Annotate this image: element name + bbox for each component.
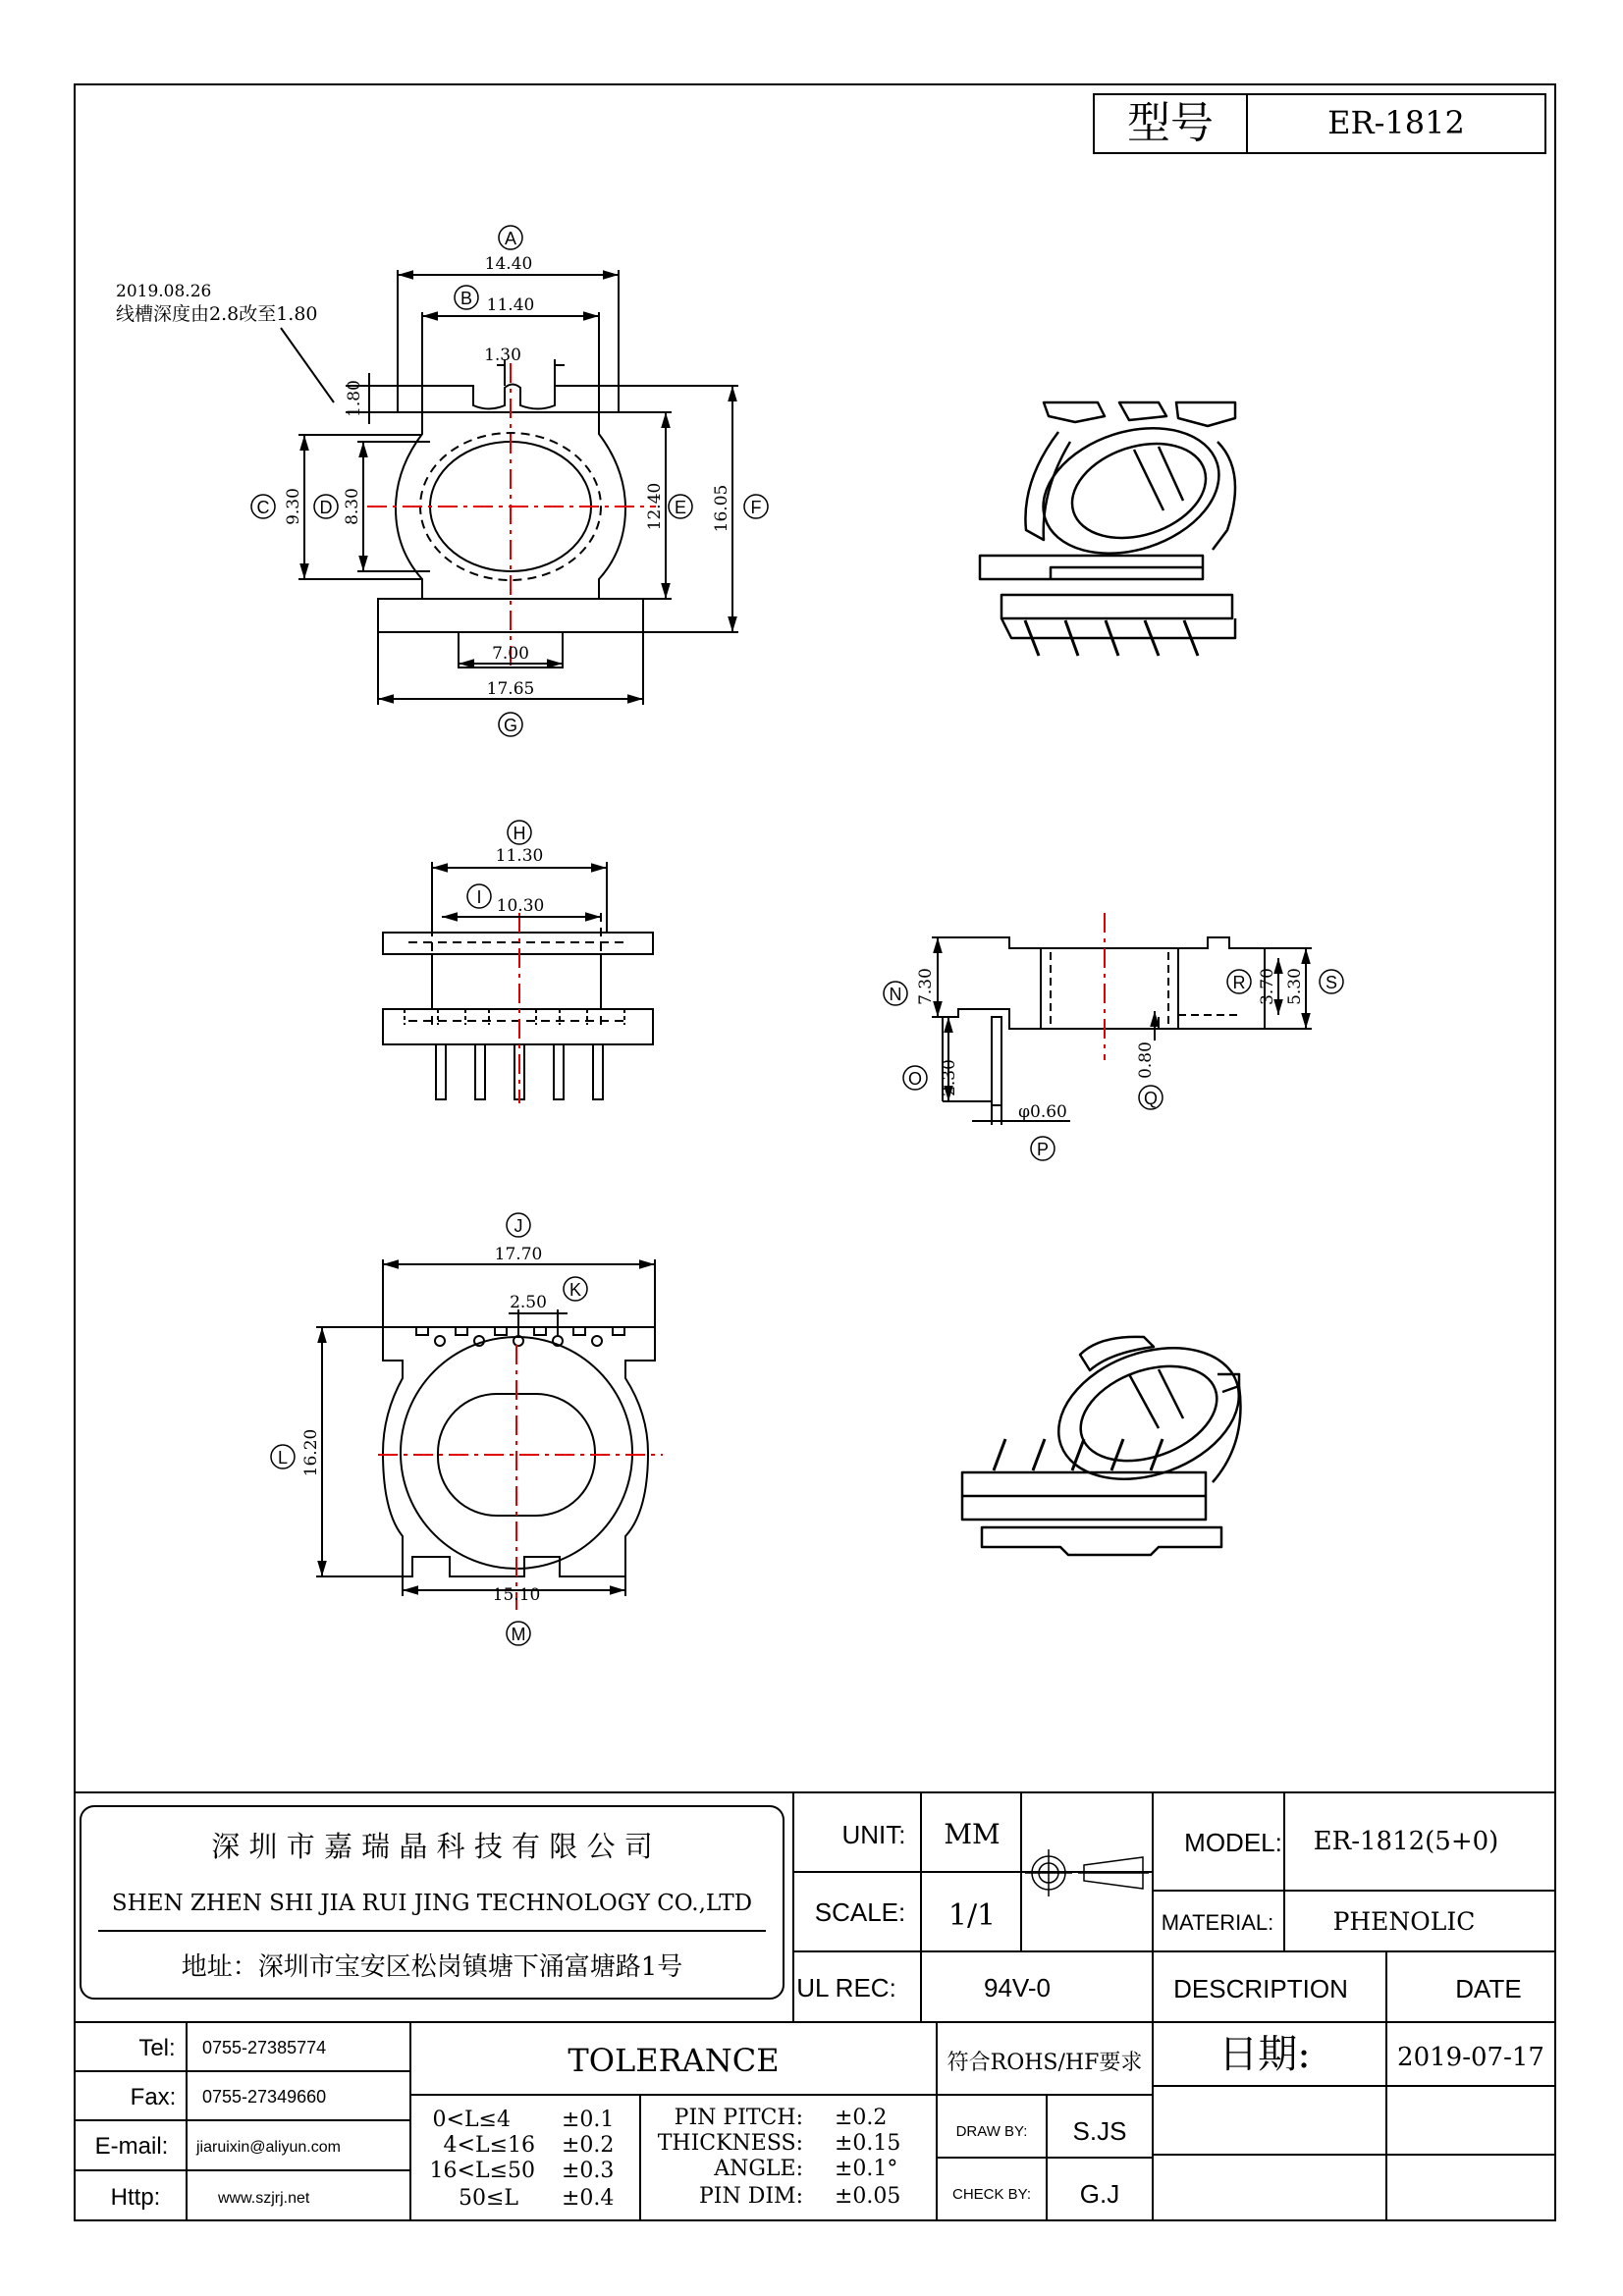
side-pin	[992, 1017, 1001, 1105]
dim-R-value: 3.70	[1258, 968, 1277, 1005]
title-block-text	[95, 1818, 1544, 2211]
callout-J: J	[514, 1216, 523, 1236]
contact-fax-value: 0755-27349660	[202, 2087, 327, 2107]
dim-F-value: 16.05	[712, 484, 731, 533]
date-cn-label: 日期:	[1218, 2032, 1311, 2077]
dim-P-value: φ0.60	[1018, 1102, 1067, 1122]
dim-I-value: 10.30	[496, 896, 545, 916]
unit-label: UNIT:	[841, 1820, 906, 1849]
spec-name-4: PIN DIM:	[698, 2184, 803, 2209]
check-by-value: G.J	[1079, 2179, 1120, 2209]
tol-value-1: ±0.1	[562, 2108, 615, 2132]
revision-leader	[281, 328, 334, 402]
bottom-flange-front	[383, 1009, 653, 1044]
dim-N-value: 7.30	[916, 968, 936, 1005]
callout-M: M	[511, 1625, 526, 1644]
scale-value: 1/1	[947, 1898, 997, 1933]
company-name-cn: 深 圳 市 嘉 瑞 晶 科 技 有 限 公 司	[211, 1830, 653, 1863]
contact-http-value: www.szjrj.net	[218, 2190, 310, 2207]
dim-E-value: 12.40	[645, 482, 665, 531]
check-by-label: CHECK BY:	[951, 2186, 1032, 2203]
callout-E: E	[674, 498, 687, 517]
callout-Q: Q	[1143, 1089, 1159, 1108]
model-header-label: 型号	[1127, 98, 1214, 148]
spec-value-3: ±0.1°	[835, 2157, 898, 2181]
contact-fax-label: Fax:	[130, 2084, 177, 2110]
callout-S: S	[1325, 973, 1338, 992]
spec-name-3: ANGLE:	[714, 2157, 803, 2181]
ul-value: 94V-0	[984, 1973, 1051, 2002]
dim-L-value: 16.20	[301, 1428, 321, 1477]
scale-label: SCALE:	[814, 1897, 906, 1927]
tol-value-2: ±0.2	[562, 2133, 615, 2158]
model-value: ER-1812(5+0)	[1313, 1827, 1499, 1856]
isometric-view-top	[980, 402, 1235, 656]
tol-range-2: 4<L≤16	[443, 2133, 535, 2158]
company-address: 地址：深圳市宝安区松岗镇塘下涌富塘路1号	[181, 1952, 683, 1982]
isometric-view-bottom	[962, 1324, 1257, 1555]
dim-C-value: 9.30	[284, 488, 303, 525]
callout-O: O	[907, 1069, 923, 1089]
callout-C: C	[256, 498, 270, 517]
side-view-labels	[884, 968, 1343, 1160]
callout-L: L	[277, 1448, 289, 1468]
model-label: MODEL:	[1184, 1828, 1282, 1857]
callout-A: A	[504, 229, 517, 248]
callout-R: R	[1232, 973, 1246, 992]
spec-value-2: ±0.15	[835, 2131, 901, 2156]
tolerance-title: TOLERANCE	[568, 2042, 780, 2079]
dim-O-value: 2.30	[940, 1059, 959, 1096]
contact-email-value: jiaruixin@aliyun.com	[196, 2139, 341, 2156]
contact-tel-label: Tel:	[138, 2035, 176, 2061]
tol-range-3: 16<L≤50	[429, 2159, 535, 2183]
dim-tab-value: 7.00	[492, 644, 529, 664]
model-header-value: ER-1812	[1327, 104, 1465, 141]
company-name-en: SHEN ZHEN SHI JIA RUI JING TECHNOLOGY CO.,LTD	[111, 1891, 753, 1916]
ul-label: UL REC:	[796, 1973, 896, 2002]
dim-D-value: 8.30	[343, 488, 362, 525]
coil-front	[432, 954, 601, 1009]
dim-Q-value: 0.80	[1136, 1041, 1156, 1079]
revision-date: 2019.08.26	[116, 282, 212, 301]
spec-value-4: ±0.05	[835, 2184, 901, 2209]
dim-G-value: 17.65	[486, 679, 535, 699]
contact-tel-value: 0755-27385774	[202, 2038, 327, 2057]
rohs-note: 符合ROHS/HF要求	[947, 2051, 1143, 2075]
spec-name-1: PIN PITCH:	[674, 2106, 803, 2130]
drawn-by-value: S.JS	[1072, 2116, 1127, 2146]
callout-N: N	[889, 985, 902, 1004]
callout-H: H	[513, 824, 526, 843]
revision-text: 线槽深度由2.8改至1.80	[116, 303, 318, 325]
dim-J-value: 17.70	[494, 1245, 543, 1264]
dim-K-value: 2.50	[510, 1293, 547, 1312]
unit-value: MM	[944, 1818, 1001, 1850]
contact-email-label: E-mail:	[94, 2133, 169, 2160]
dim-slot-value: 1.30	[484, 346, 521, 365]
model-header	[1094, 94, 1545, 153]
callout-G: G	[503, 716, 518, 735]
bottom-view	[316, 1259, 663, 1610]
description-label: DESCRIPTION	[1173, 1974, 1348, 2003]
spec-value-1: ±0.2	[835, 2106, 888, 2130]
callout-B: B	[460, 289, 473, 308]
drawn-by-label: DRAW BY:	[955, 2123, 1028, 2140]
dim-M-value: 15.10	[492, 1585, 541, 1605]
top-flange	[398, 385, 619, 413]
callout-F: F	[750, 498, 762, 517]
side-coil	[1041, 948, 1178, 1029]
tol-value-3: ±0.3	[562, 2159, 615, 2183]
dim-H-value: 11.30	[495, 846, 544, 866]
callout-P: P	[1036, 1140, 1050, 1159]
tol-range-4: 50≤L	[458, 2186, 518, 2211]
side-view	[932, 913, 1312, 1125]
spec-name-2: THICKNESS:	[657, 2131, 803, 2156]
date-label: DATE	[1455, 1974, 1522, 2003]
dim-slot-depth-value: 1.80	[345, 380, 364, 417]
contact-http-label: Http:	[110, 2184, 161, 2211]
material-value: PHENOLIC	[1332, 1907, 1476, 1936]
dim-S-value: 5.30	[1285, 968, 1305, 1005]
date-value: 2019-07-17	[1397, 2043, 1544, 2072]
bottom-outline	[383, 1327, 655, 1576]
bottom-view-labels	[271, 1213, 587, 1645]
side-left-flange	[938, 937, 1041, 1029]
dim-B-value: 11.40	[486, 295, 535, 315]
material-label: MATERIAL:	[1161, 1910, 1274, 1935]
callout-K: K	[568, 1280, 582, 1300]
tol-range-1: 0<L≤4	[432, 2108, 511, 2132]
tol-value-4: ±0.4	[562, 2186, 615, 2211]
callout-I: I	[476, 887, 482, 907]
callout-D: D	[319, 498, 333, 517]
dim-A-value: 14.40	[484, 254, 533, 274]
